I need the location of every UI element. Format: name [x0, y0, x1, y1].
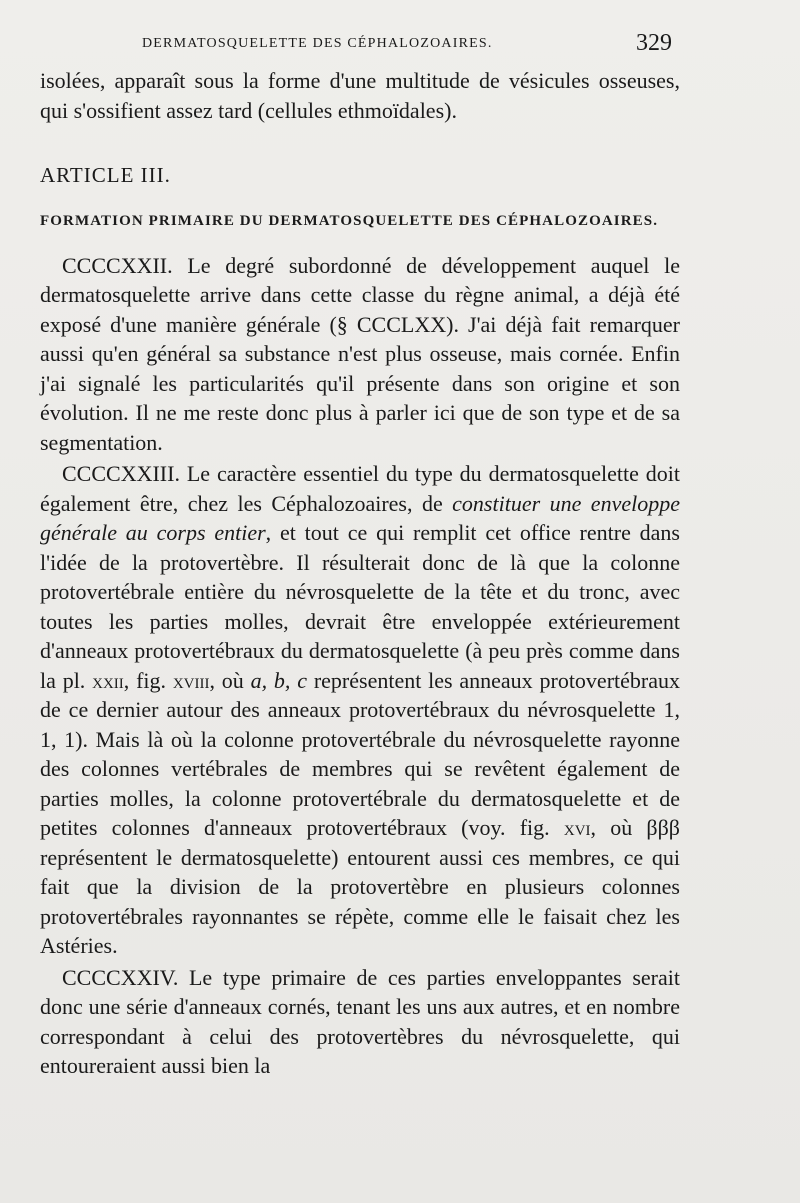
- page-number: 329: [636, 30, 672, 56]
- para2-letters: a, b, c: [250, 667, 308, 693]
- para2-plate-ref: xxii: [92, 667, 124, 693]
- paragraph-ccccxxiii: [40, 459, 680, 961]
- para2-text-2: , et tout ce qui remplit cet office rentre dans l'idée de la protovertèbre. Il résulterait donc de là que la colonne protovertébrale entière du névrosquelette de la tête et du tronc, avec toutes les parties molles, devrait être enveloppée extérieurement d'anneaux protovertébraux du dermatosquelette (à peu près comme dans la pl.: [40, 520, 680, 693]
- para2-emphasis: constituer une enveloppe générale au corps entier: [40, 490, 680, 545]
- article-title: ARTICLE III.: [40, 163, 171, 187]
- paragraph-ccccxxii: CCCCXXII. Le degré subordonné de développement auquel le dermatosquelette arrive dans cette classe du règne animal, a déjà été exposé d'une manière générale (§ CCCLXX). J'ai déjà fait remarquer aussi qu'en général sa substance n'est plus osseuse, mais cornée. Enfin j'ai signalé les particularités qu'il présente dans son origine et son évolution. Il ne me reste donc plus à parler ici que de son type et de sa segmentation.: [40, 252, 680, 455]
- running-title: DERMATOSQUELETTE DES CÉPHALOZOAIRES.: [142, 36, 493, 51]
- para2-text-6: , où βββ représentent le dermatosquelette) entourent aussi ces membres, ce qui fait que la division de la protovertèbre en plusieurs colonnes protovertébrales rayonnantes se répète, comme elle le faisait chez les Astéries.: [40, 815, 680, 958]
- intro-continuation: isolées, apparaît sous la forme d'une multitude de vésicules osseuses, qui s'ossifient assez tard (cellules ethmoïdales).: [40, 68, 680, 123]
- paragraph-ccccxxiv: CCCCXXIV. Le type primaire de ces parties enveloppantes serait donc une série d'anneaux cornés, tenant les uns aux autres, et en nombre correspondant à celui des protovertèbres du névrosquelette, qui entoureraient aussi bien la: [40, 964, 680, 1078]
- para2-text-5: représentent les anneaux protovertébraux de ce dernier autour des anneaux protovertébraux du névrosquelette 1, 1, 1). Mais là où la colonne protovertébrale du névrosquelette rayonne des colonnes vertébrales de membres qui se revêtent également de parties molles, la colonne protovertébrale du dermatosquelette et de petites colonnes d'anneaux protovertébraux (voy. fig.: [40, 667, 680, 840]
- para2-text-1: CCCCXXIII. Le caractère essentiel du type du dermatosquelette doit également être, chez les Céphalozoaires, de: [40, 461, 680, 516]
- para2-fig-ref-2: xvi: [563, 815, 591, 840]
- para2-text-4: , où: [209, 667, 251, 693]
- running-head: [0, 30, 800, 60]
- section-heading: FORMATION PRIMAIRE DU DERMATOSQUELETTE DES CÉPHALOZOAIRES.: [40, 212, 659, 229]
- para2-text-3: , fig.: [123, 667, 173, 693]
- para2-fig-ref-1: xviii: [172, 667, 210, 693]
- page-body: [40, 66, 680, 1081]
